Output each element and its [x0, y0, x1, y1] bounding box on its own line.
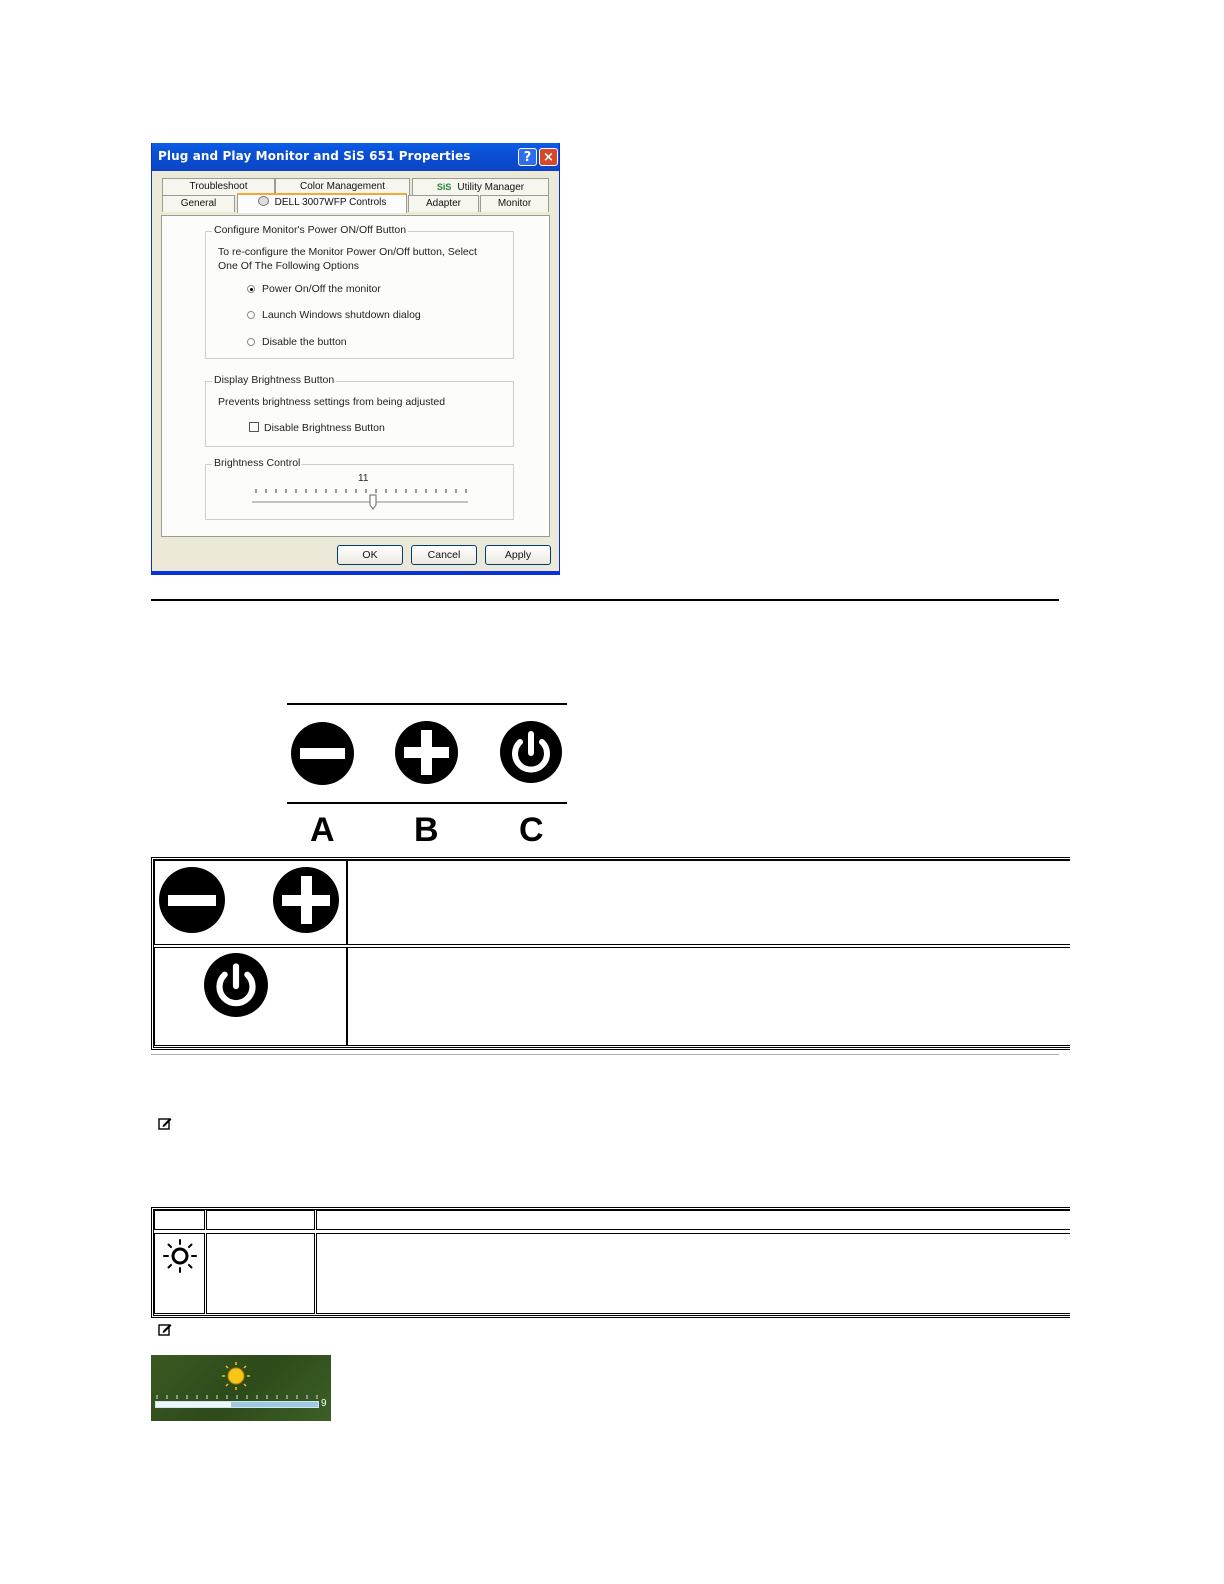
tab-utility-manager[interactable] — [412, 178, 549, 195]
label-c: C — [519, 811, 544, 849]
radio-power-onoff[interactable] — [247, 285, 255, 293]
tab-panel — [161, 215, 550, 537]
tab-troubleshoot[interactable]: Troubleshoot — [162, 178, 275, 195]
radio-disable-button-label[interactable]: Disable the button — [262, 336, 347, 348]
cancel-button[interactable]: Cancel — [411, 545, 477, 565]
section-divider — [151, 599, 1059, 601]
tab-dell-controls-label: DELL 3007WFP Controls — [274, 197, 387, 208]
minus-button-icon — [291, 722, 354, 785]
table-header-cell — [154, 1210, 205, 1230]
radio-power-onoff-label[interactable]: Power On/Off the monitor — [262, 283, 381, 295]
disable-brightness-checkbox[interactable] — [249, 422, 259, 432]
tab-dell-controls[interactable] — [237, 193, 407, 213]
note-icon — [158, 1322, 172, 1336]
tab-general[interactable]: General — [162, 195, 235, 212]
radio-shutdown-dialog[interactable] — [247, 311, 255, 319]
table-row — [154, 860, 347, 945]
power-instruction-line2: One Of The Following Options — [218, 260, 360, 272]
tab-color-management[interactable]: Color Management — [275, 178, 410, 195]
disable-brightness-label[interactable]: Disable Brightness Button — [264, 422, 385, 434]
table-divider — [151, 1054, 1059, 1055]
brightness-button-description: Prevents brightness settings from being adjusted — [218, 396, 446, 408]
apply-button[interactable]: Apply — [485, 545, 551, 565]
help-button[interactable]: ? — [518, 148, 537, 166]
table-row — [154, 1233, 205, 1314]
label-a: A — [310, 811, 335, 849]
power-button-icon — [203, 952, 269, 1018]
tab-adapter[interactable]: Adapter — [408, 195, 479, 212]
sis-icon: SiS — [436, 182, 452, 192]
brightness-button-legend: Display Brightness Button — [214, 374, 335, 386]
diagram-bottom-rule — [287, 802, 567, 804]
label-b: B — [414, 811, 439, 849]
radio-shutdown-dialog-label[interactable]: Launch Windows shutdown dialog — [262, 309, 421, 321]
brightness-value: 11 — [358, 473, 369, 484]
radio-disable-button[interactable] — [247, 338, 255, 346]
dialog-title: Plug and Play Monitor and SiS 651 Properties — [158, 149, 471, 163]
brightness-slider[interactable] — [250, 485, 472, 515]
table-cell-description — [316, 1233, 1070, 1314]
close-button[interactable]: × — [539, 148, 558, 166]
osd-level-bar — [155, 1401, 319, 1408]
table-row — [154, 947, 347, 1046]
table-cell-description — [347, 947, 1070, 1046]
dialog-titlebar[interactable] — [152, 143, 559, 171]
monitor-icon — [258, 196, 269, 206]
table-header-cell — [316, 1210, 1070, 1230]
sun-icon — [221, 1361, 251, 1391]
power-instruction-line1: To re-configure the Monitor Power On/Off button, Select — [218, 246, 477, 258]
brightness-button-group — [205, 374, 514, 447]
power-button-group — [205, 224, 514, 359]
plus-button-icon — [273, 867, 339, 933]
brightness-control-legend: Brightness Control — [214, 457, 301, 469]
osd-level-fill — [156, 1402, 231, 1407]
brightness-control-group — [205, 457, 514, 520]
power-button-icon — [499, 720, 563, 784]
minus-button-icon — [159, 867, 225, 933]
properties-dialog — [151, 143, 560, 575]
tab-monitor[interactable]: Monitor — [480, 195, 549, 212]
osd-value: 9 — [321, 1398, 327, 1409]
tab-utility-manager-label: Utility Manager — [457, 182, 525, 193]
plus-button-icon — [395, 721, 458, 784]
table-cell-description — [347, 860, 1070, 945]
ok-button[interactable]: OK — [337, 545, 403, 565]
note-icon — [158, 1116, 172, 1130]
table-header-cell — [206, 1210, 315, 1230]
table-cell — [206, 1233, 315, 1314]
osd-brightness-image — [151, 1355, 331, 1421]
diagram-top-rule — [287, 703, 567, 705]
power-group-legend: Configure Monitor's Power ON/Off Button — [214, 224, 407, 236]
brightness-icon — [162, 1238, 198, 1274]
